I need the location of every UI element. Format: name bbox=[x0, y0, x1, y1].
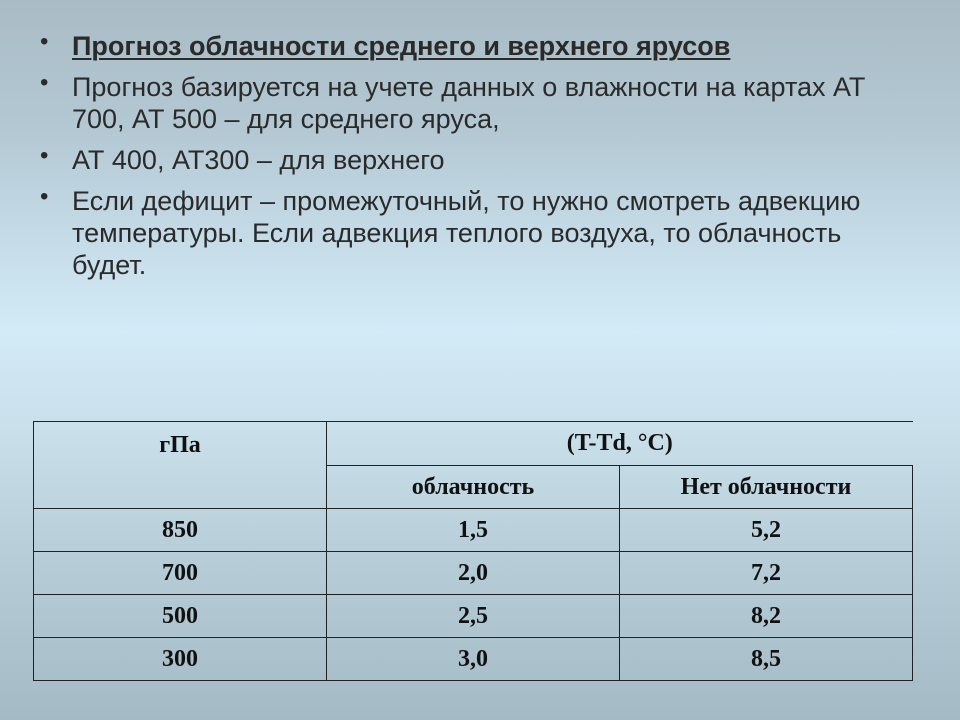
cell-clouds: 2,0 bbox=[327, 552, 620, 595]
header-no-clouds: Нет облачности bbox=[620, 466, 913, 509]
table-row bbox=[34, 595, 913, 638]
header-pressure: гПа bbox=[34, 422, 327, 509]
cell-clouds: 1,5 bbox=[327, 509, 620, 552]
table-row bbox=[34, 552, 913, 595]
cell-clouds: 3,0 bbox=[327, 638, 620, 681]
bullet-text: Прогноз базируется на учете данных о влажности на картах АТ 700, АТ 500 – для среднего яруса, bbox=[72, 72, 866, 134]
cell-no-clouds: 7,2 bbox=[620, 552, 913, 595]
bullet-item bbox=[36, 71, 916, 135]
bullet-list bbox=[36, 30, 916, 290]
cell-clouds: 2,5 bbox=[327, 595, 620, 638]
bullet-dot-icon: • bbox=[40, 28, 49, 55]
table-header-row bbox=[34, 422, 913, 466]
cell-no-clouds: 8,5 bbox=[620, 638, 913, 681]
bullet-text: АТ 400, АТ300 – для верхнего bbox=[72, 145, 445, 175]
dew-point-deficit-table bbox=[33, 421, 913, 681]
bullet-item bbox=[36, 185, 916, 281]
bullet-item bbox=[36, 144, 916, 176]
cell-pressure: 700 bbox=[34, 552, 327, 595]
bullet-dot-icon: • bbox=[40, 142, 49, 169]
cell-pressure: 300 bbox=[34, 638, 327, 681]
table-row bbox=[34, 638, 913, 681]
cell-no-clouds: 5,2 bbox=[620, 509, 913, 552]
bullet-text: Если дефицит – промежуточный, то нужно смотреть адвекцию температуры. Если адвекция теплого воздуха, то облачность будет. bbox=[72, 186, 861, 280]
bullet-dot-icon: • bbox=[40, 69, 49, 96]
table-row bbox=[34, 509, 913, 552]
slide-heading: Прогноз облачности среднего и верхнего ярусов bbox=[72, 31, 731, 61]
header-dew-point-deficit: (T-Td, °C) bbox=[327, 422, 913, 466]
cell-pressure: 500 bbox=[34, 595, 327, 638]
cell-no-clouds: 8,2 bbox=[620, 595, 913, 638]
header-clouds: облачность bbox=[327, 466, 620, 509]
bullet-dot-icon: • bbox=[40, 183, 49, 210]
bullet-item-heading bbox=[36, 30, 916, 62]
cell-pressure: 850 bbox=[34, 509, 327, 552]
